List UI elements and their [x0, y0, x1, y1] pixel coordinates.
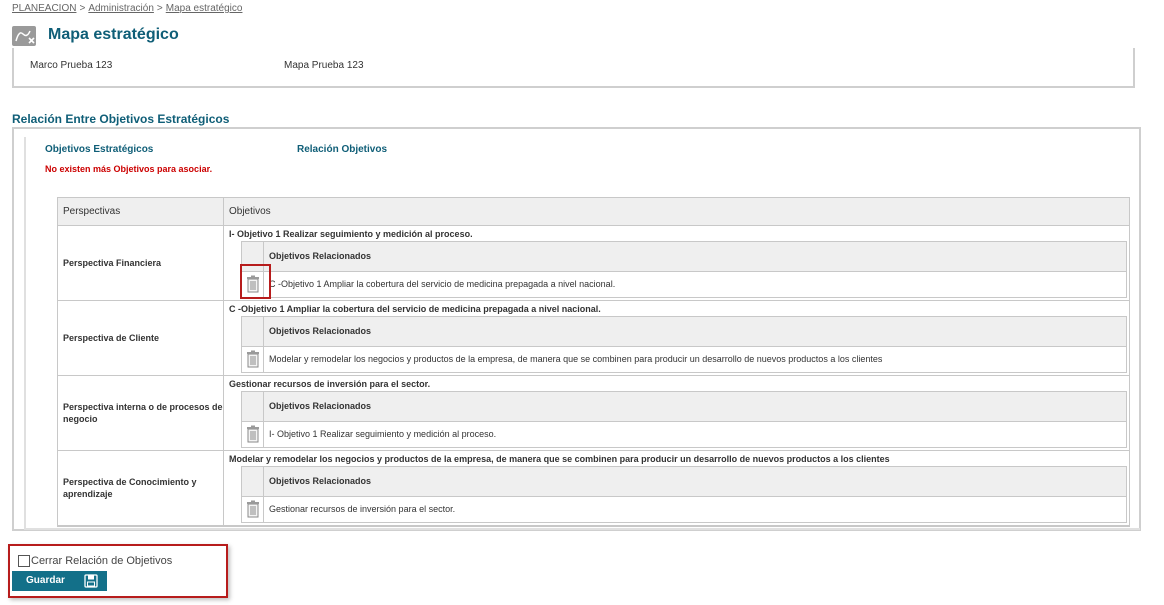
related-header-label: Objetivos Relacionados: [269, 476, 372, 486]
perspective-cell: Perspectiva Financiera: [58, 226, 224, 301]
save-button-label: Guardar: [26, 575, 65, 586]
header-perspectivas: Perspectivas: [58, 198, 224, 226]
related-header-label: Objetivos Relacionados: [269, 326, 372, 336]
related-objective: Gestionar recursos de inversión para el sector.: [269, 504, 456, 514]
breadcrumb-separator: >: [156, 3, 163, 14]
objective-cell: [224, 226, 1129, 301]
table-row: [58, 301, 1129, 376]
strategy-map-icon: [12, 26, 36, 46]
map-info-panel: [12, 48, 1135, 88]
breadcrumb-administracion[interactable]: Administración: [88, 3, 154, 14]
related-header-label: Objetivos Relacionados: [269, 401, 372, 411]
relations-table: [57, 197, 1130, 527]
page-title: Mapa estratégico: [48, 26, 179, 43]
objective-cell: [224, 301, 1129, 376]
related-row: [242, 347, 1126, 372]
trash-icon[interactable]: [245, 349, 261, 369]
related-objective: C -Objetivo 1 Ampliar la cobertura del servicio de medicina prepagada a nivel nacional.: [269, 279, 616, 289]
objective-title: Modelar y remodelar los negocios y productos de la empresa, de manera que se combinen para producir un desarrollo de nuevos productos a los clientes: [229, 454, 890, 464]
related-header-spacer: [242, 317, 264, 346]
related-header-spacer: [242, 467, 264, 496]
related-header: [242, 317, 1126, 347]
related-row: [242, 497, 1126, 522]
related-row-divider: [263, 497, 264, 522]
related-table: [241, 391, 1127, 448]
table-row: [58, 226, 1129, 301]
related-header: [242, 467, 1126, 497]
highlight-box-trash: [240, 264, 271, 299]
objective-cell: [224, 451, 1129, 526]
related-row: [242, 422, 1126, 447]
objective-title: I- Objetivo 1 Realizar seguimiento y medición al proceso.: [229, 229, 473, 239]
close-relation-checkbox-wrapper[interactable]: [18, 555, 172, 567]
trash-icon[interactable]: [245, 424, 261, 444]
tab-relacion-objetivos[interactable]: Relación Objetivos: [297, 144, 388, 155]
marco-name: Marco Prueba 123: [30, 60, 113, 71]
breadcrumb: [12, 3, 242, 14]
perspective-cell: Perspectiva de Cliente: [58, 301, 224, 376]
related-header-spacer: [242, 392, 264, 421]
breadcrumb-mapa[interactable]: Mapa estratégico: [165, 3, 243, 14]
objective-cell: [224, 376, 1129, 451]
close-relation-checkbox[interactable]: [18, 555, 30, 567]
save-button[interactable]: [12, 571, 107, 591]
related-row: [242, 272, 1126, 297]
related-table: [241, 316, 1127, 373]
related-header: [242, 392, 1126, 422]
related-header-label: Objetivos Relacionados: [269, 251, 372, 261]
objective-title: C -Objetivo 1 Ampliar la cobertura del servicio de medicina prepagada a nivel nacional.: [229, 304, 601, 314]
related-objective: I- Objetivo 1 Realizar seguimiento y medición al proceso.: [269, 429, 497, 439]
header-objetivos: Objetivos: [224, 198, 1129, 226]
section-title: Relación Entre Objetivos Estratégicos: [12, 112, 230, 126]
table-row: [58, 451, 1129, 526]
related-header: [242, 242, 1126, 272]
related-row-divider: [263, 422, 264, 447]
trash-icon[interactable]: [245, 499, 261, 519]
mapa-name: Mapa Prueba 123: [284, 60, 364, 71]
floppy-disk-icon: [84, 574, 98, 588]
breadcrumb-separator: >: [79, 3, 86, 14]
related-table: [241, 466, 1127, 523]
perspective-cell: Perspectiva interna o de procesos de negocio: [58, 376, 224, 451]
objective-title: Gestionar recursos de inversión para el sector.: [229, 379, 431, 389]
perspective-cell: Perspectiva de Conocimiento y aprendizaje: [58, 451, 224, 526]
error-message: No existen más Objetivos para asociar.: [45, 164, 213, 174]
tab-objetivos-estrategicos[interactable]: Objetivos Estratégicos: [45, 144, 154, 155]
close-relation-label: Cerrar Relación de Objetivos: [31, 555, 173, 567]
table-row: [58, 376, 1129, 451]
related-table: [241, 241, 1127, 298]
breadcrumb-planeacion[interactable]: PLANEACION: [12, 3, 77, 14]
related-objective: Modelar y remodelar los negocios y productos de la empresa, de manera que se combinen para producir un desarrollo de nuevos productos a los clientes: [269, 354, 883, 364]
related-row-divider: [263, 347, 264, 372]
